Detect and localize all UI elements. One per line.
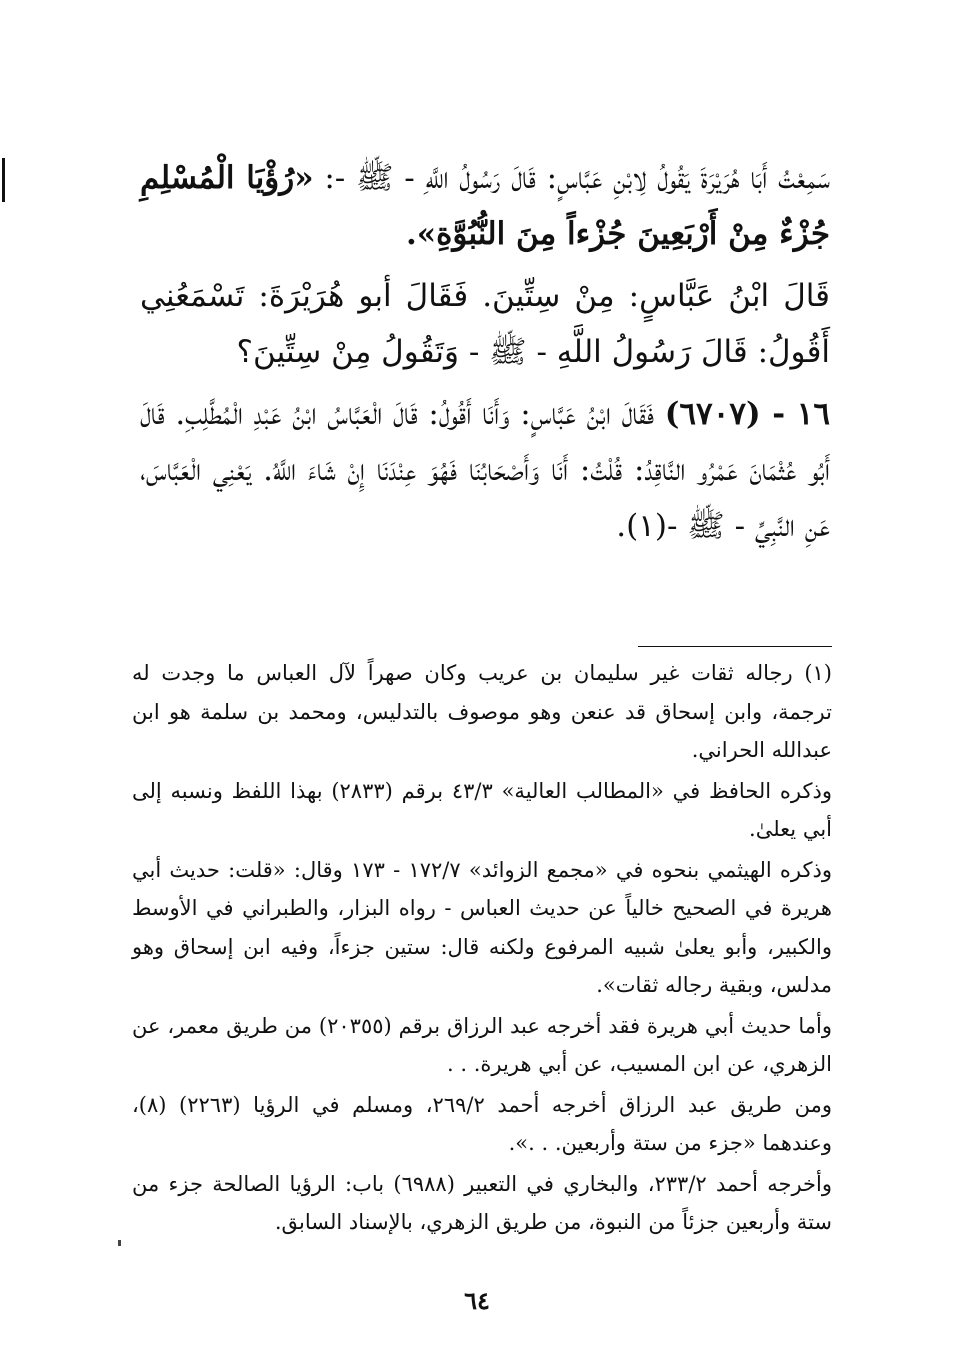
page-number: ٦٤ [464, 1286, 490, 1315]
hadith-intro: سَمِعْتُ أَبَا هُرَيْرَةَ يَقُولُ لِابْنِ عَبَّاسٍ: قَالَ رَسُولُ اللَّهِ - ﷺ -: [313, 160, 831, 196]
footnote-paragraph: (١) رجاله ثقات غير سليمان بن عريب وكان صهراً لآل العباس ما وجدت له ترجمة، وابن إسحاق قد عنعن وهو موصوف بالتدليس، ومحمد بن سلمة هو ابن عبدالله الحراني. [132, 661, 832, 762]
footnote-paragraph: وأما حديث أبي هريرة فقد أخرجه عبد الرزاق برقم (٢٠٣٥٥) من طريق معمر، عن الزهري، عن ابن المسيب، عن أبي هريرة. . . [132, 1013, 832, 1076]
footnotes [132, 654, 832, 1244]
hadith-paragraph-2: قَالَ ابْنُ عَبَّاسٍ: مِنْ سِتِّينَ. فَقَالَ أبو هُرَيْرَةَ: تَسْمَعُنِي أَقُولُ: قَالَ رَسُولُ اللَّهِ - ﷺ - وَتَقُولُ مِنْ سِتِّينَ؟ [140, 278, 830, 370]
hadith-quote: «رُؤْيَا الْمُسْلِمِ جُزْءٌ مِنْ أَرْبَعِينَ جُزْءاً مِنَ النُّبُوَّةِ». [140, 160, 830, 252]
footnote-paragraph: وذكره الهيثمي بنحوه في «مجمع الزوائد» ١٧٢/٧ - ١٧٣ وقال: «قلت: حديث أبي هريرة في الصحيح خالياً عن حديث العباس - رواه البزار، والطبراني في الأوسط والكبير، وأبو يعلىٰ شبيه المرفوع ولكنه قال: ستين جزءاً، وفيه ابن إسحاق وهو مدلس، وبقية رجاله ثقات». [132, 857, 832, 997]
hadith-paragraph-1 [140, 150, 830, 262]
page-edge-mark [2, 158, 5, 202]
footnote-paragraph: ومن طريق عبد الرزاق أخرجه أحمد ٢٦٩/٢، ومسلم في الرؤيا (٢٢٦٣) (٨)، وعندهما «جزء من ستة وأربعين. . .». [132, 1092, 832, 1155]
main-hadith-text [140, 150, 830, 560]
footnote-separator [638, 646, 832, 647]
footnote-paragraph: وأخرجه أحمد ٢٣٣/٢، والبخاري في التعبير (٦٩٨٨) باب: الرؤيا الصالحة جزء من ستة وأربعين جزئاً من النبوة، من طريق الزهري، بالإسناد السابق. [132, 1171, 832, 1234]
hadith-text: فَقَالَ ابْنُ عَبَّاسٍ: وَأَنَا أَقُولُ: قَالَ الْعَبَّاسُ ابْنُ عَبْدِ الْمُطَّلِبِ. قَالَ أَبُو عُثْمَانَ عَمْرُو النَّاقِدُ: قُلْتُ: أَنَا وَأَصْحَابُنَا فَهُوَ عِنْدَنَا إِنْ شَاءَ اللَّهُ. يَعْنِي الْعَبَّاسَ، عَنِ النَّبِيِّ - ﷺ -(١). [140, 396, 830, 544]
hadith-paragraph-3 [140, 386, 830, 554]
hadith-number: ١٦ - (٦٧٠٧) [664, 396, 830, 432]
footnote-paragraph: وذكره الحافظ في «المطالب العالية» ٤٣/٣ برقم (٢٨٣٣) بهذا اللفظ ونسبه إلى أبي يعلىٰ. [132, 778, 832, 841]
margin-dot-mark [118, 1240, 121, 1246]
